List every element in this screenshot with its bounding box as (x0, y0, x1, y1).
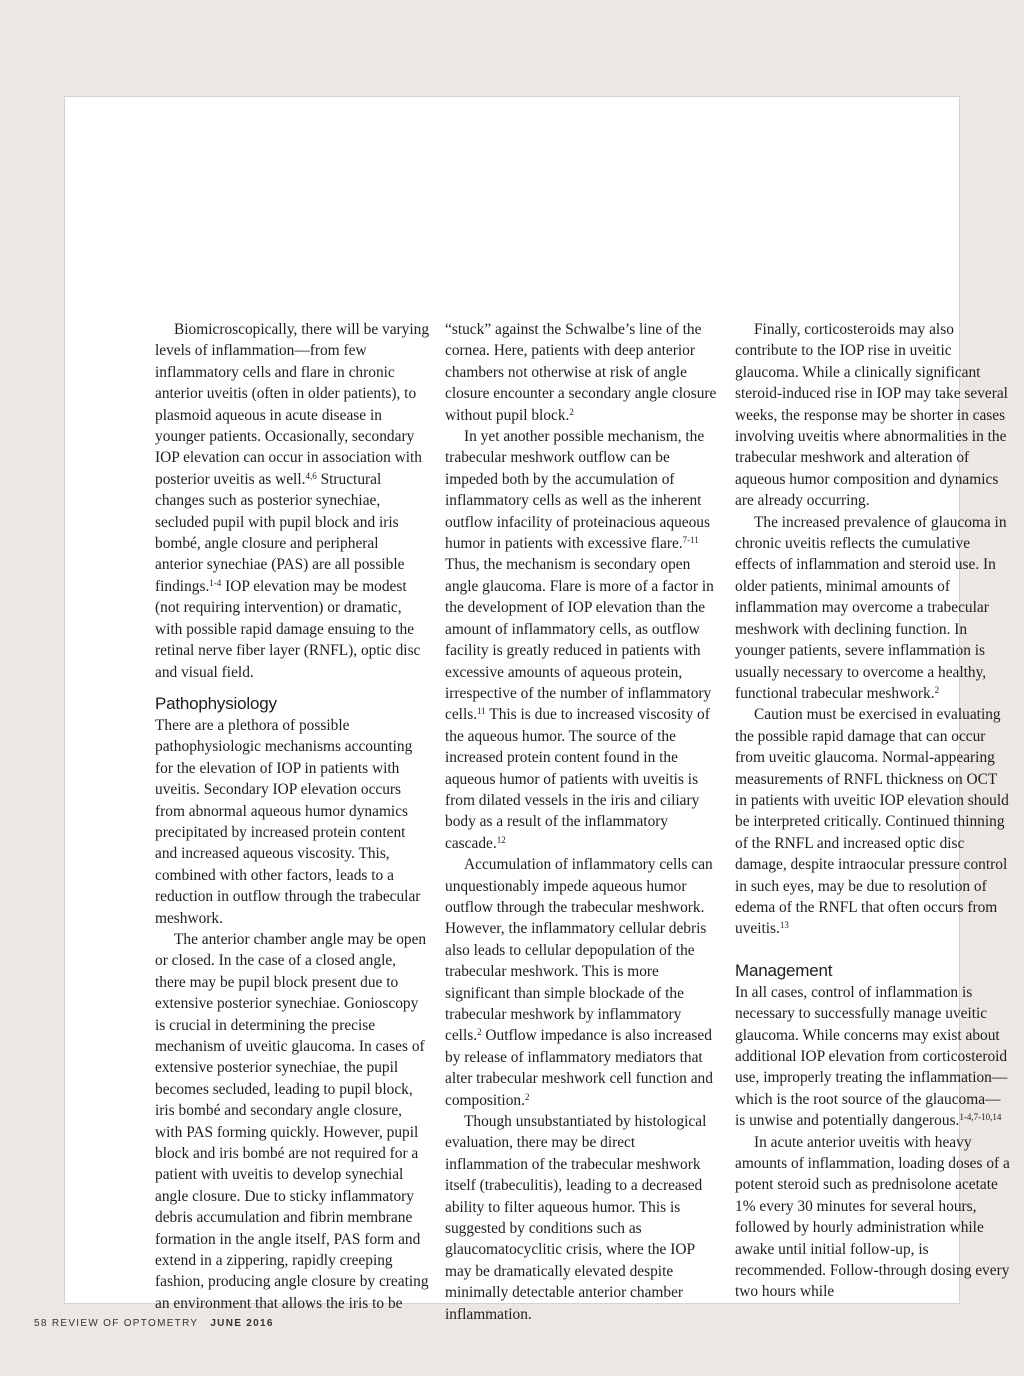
paragraph: In all cases, control of inflammation is necessary to successfully manage uveitic glaucoma. While concerns may exist about additional IOP elevation from corticosteroid use, improperly treating the inflammation—which is the root source of the glaucoma—is unwise and potentially dangerous.$^{1-4,7-10,14}$ (735, 983, 1008, 1130)
paragraph: The anterior chamber angle may be open or closed. In the case of a closed angle, there may be pupil block present due to extensive posterior synechiae. Gonioscopy is crucial in determining the precise mechanism of uveitic glaucoma. In cases of extensive posterior synechiae, the pupil becomes secluded, leading to pupil block, iris bombé and secondary angle closure, with PAS forming quickly. However, pupil block and iris bombé are not required for a patient with uveitis to develop synechial angle closure. Due to sticky inflammatory debris accumulation and fibrin membrane formation in the angle itself, PAS form and extend in a zippering, rapidly creeping fashion, producing angle closure by creating an environment that allows the iris to be (155, 930, 429, 1312)
paragraph: Caution must be exercised in evaluating the possible rapid damage that can occur from uveitic glaucoma. Normal-appearing measurements of RNFL thickness on OCT in patients with uveitic IOP elevation should be interpreted critically. Continued thinning of the RNFL and increased optic disc damage, despite intraocular pressure control in such eyes, may be due to resolution of edema of the RNFL that often occurs from uveitis.$^{13}$ (735, 706, 1009, 938)
paragraph: The increased prevalence of glaucoma in chronic uveitis reflects the cumulative effects of inflammation and steroid use. In older patients, minimal amounts of inflammation may overcome a trabecular meshwork with declining function. In younger patients, severe inflammation is usually necessary to overcome a healthy, functional trabecular meshwork.$^2$ (735, 513, 1007, 702)
page (64, 96, 1010, 1323)
article-column-3 (735, 319, 1010, 1303)
paragraph: In acute anterior uveitis with heavy amounts of inflammation, loading doses of a potent steroid such as prednisolone acetate 1% every 30 minutes for several hours, followed by hourly administration while awake until initial follow-up, is recommended. Follow-through dosing every two hours while (735, 1133, 1010, 1301)
paragraph: “stuck” against the Schwalbe’s line of the cornea. Here, patients with deep anterior chambers not otherwise at risk of angle closure encounter a secondary angle closure without pupil block.$^2$ (445, 321, 717, 424)
section-heading-pathophysiology: Pathophysiology (155, 693, 277, 713)
issue-date: JUNE 2016 (210, 1318, 274, 1329)
article-column-2 (445, 319, 720, 1325)
paragraph: There are a plethora of possible pathophysiologic mechanisms accounting for the elevation of IOP in patients with uveitis. Secondary IOP elevation occurs from abnormal aqueous humor dynamics precipitated by increased protein content and increased aqueous viscosity. This, combined with other factors, leads to a reduction in outflow through the trabecular meshwork. (155, 716, 421, 927)
paragraph: Though unsubstantiated by histological evaluation, there may be direct inflammation of the trabecular meshwork itself (trabeculitis), leading to a decreased ability to filter aqueous humor. This is suggested by conditions such as glaucomatocyclitic crisis, where the IOP may be dramatically elevated despite minimally detectable anterior chamber inflammation. (445, 1113, 707, 1323)
paragraph: Accumulation of inflammatory cells can unquestionably impede aqueous humor outflow through the trabecular meshwork. However, the inflammatory cellular debris also leads to cellular depopulation of the trabecular meshwork. This is more significant than simple blockade of the trabecular meshwork by inflammatory cells.$^2$ Outflow impedance is also increased by release of inflammatory mediators that alter trabecular meshwork cell function and composition.$^2$ (445, 856, 713, 1109)
paragraph: Finally, corticosteroids may also contribute to the IOP rise in uveitic glaucoma. While a clinically significant steroid-induced rise in IOP may take several weeks, the response may be shorter in cases involving uveitis where abnormalities in the trabecular meshwork and alteration of aqueous humor composition and dynamics are already occurring. (735, 321, 1008, 510)
section-heading-management: Management (735, 960, 833, 980)
article-column-1 (155, 319, 430, 1314)
page-footer (34, 1318, 274, 1329)
paragraph: In yet another possible mechanism, the trabecular meshwork outflow can be impeded both by the accumulation of inflammatory cells as well as the inherent outflow infacility of proteinacious aqueous humor in patients with excessive flare.$^{7-11}$ Thus, the mechanism is secondary open angle glaucoma. Flare is more of a factor in the development of IOP elevation than the amount of inflammatory cells, as outflow facility is greatly reduced in patients with excessive amounts of aqueous protein, irrespective of the number of inflammatory cells.$^{11}$ This is due to increased viscosity of the aqueous humor. The source of the increased protein content found in the aqueous humor of patients with uveitis is from dilated vessels in the iris and ciliary body as a result of the inflammatory cascade.$^{12}$ (445, 428, 714, 852)
publication-name: REVIEW OF OPTOMETRY (51, 1318, 199, 1329)
page-number: 58 (34, 1318, 48, 1329)
paragraph: Biomicroscopically, there will be varying levels of inflammation—from few inflammatory cells and flare in chronic anterior uveitis (often in older patients), to plasmoid aqueous in acute disease in younger patients. Occasionally, secondary IOP elevation can occur in association with posterior uveitis as well.$^{4,6}$ Structural changes such as posterior synechiae, secluded pupil with pupil block and iris bombé, angle closure and peripheral anterior synechiae (PAS) are all possible findings.$^{1-4}$ IOP elevation may be modest (not requiring intervention) or dramatic, with possible rapid damage ensuing to the retinal nerve fiber layer (RNFL), optic disc and visual field. (155, 321, 430, 681)
